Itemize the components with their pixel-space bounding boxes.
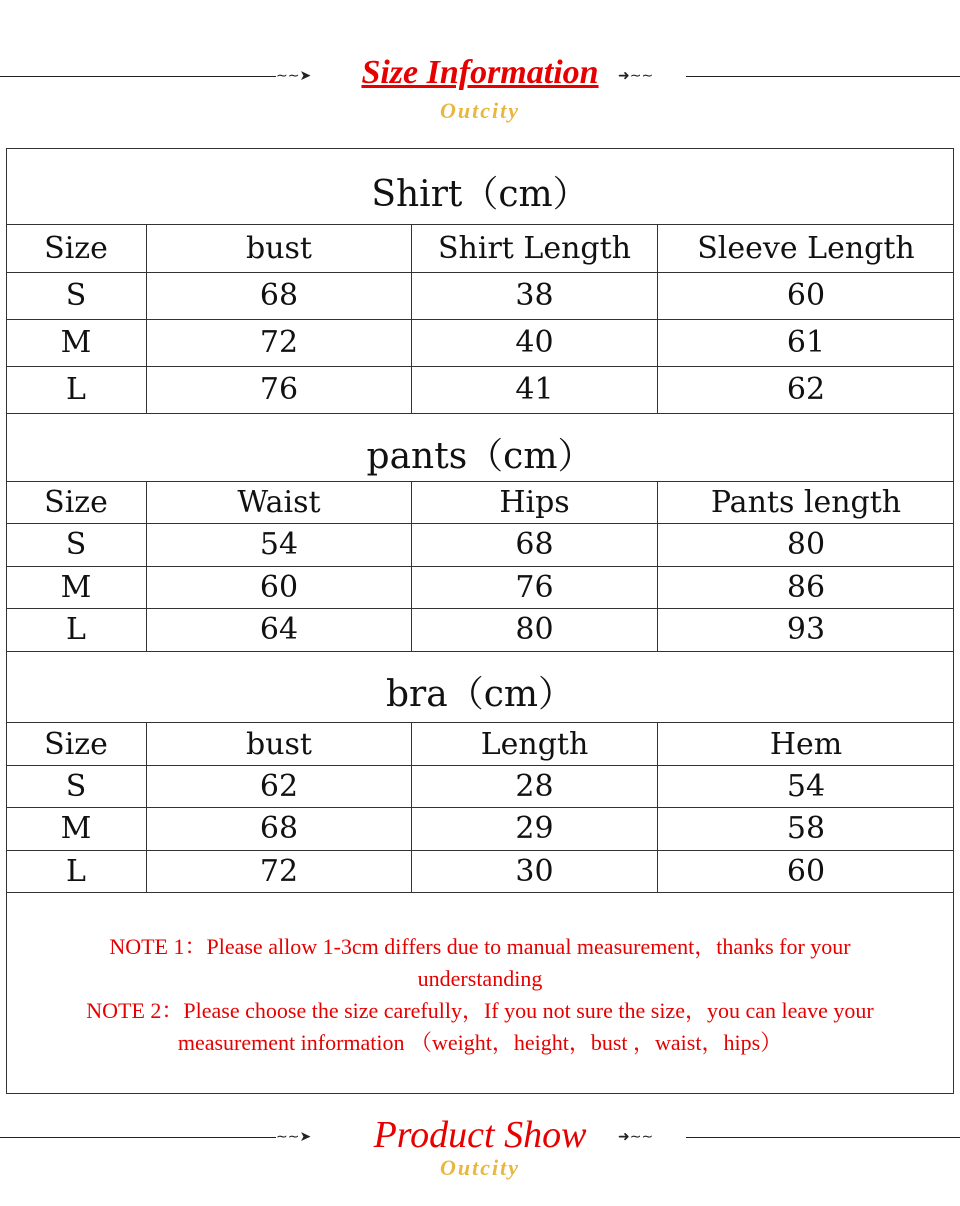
table-cell: 54 xyxy=(259,527,299,562)
divider xyxy=(6,566,954,567)
divider xyxy=(6,765,954,766)
table-cell: S xyxy=(65,278,87,313)
table-cell: 60 xyxy=(786,854,826,889)
divider xyxy=(6,651,954,652)
divider xyxy=(6,224,954,225)
table-cell: L xyxy=(66,612,86,647)
header-pants-length: Pants length xyxy=(710,485,902,520)
table-cell: 76 xyxy=(515,570,554,605)
table-cell: 93 xyxy=(786,612,826,647)
divider xyxy=(6,413,954,414)
table-cell: 60 xyxy=(259,570,299,605)
table-cell: 40 xyxy=(515,325,554,360)
table-cell: 54 xyxy=(786,769,826,804)
table-cell: 62 xyxy=(786,372,826,407)
header-waist: Waist xyxy=(237,485,321,520)
bra-table-title: bra（cm） xyxy=(385,674,575,715)
table-cell: M xyxy=(60,570,92,605)
divider xyxy=(6,272,954,273)
left-swirl-arrow-icon: ∼∼➤ xyxy=(276,1129,312,1145)
note-2: NOTE 2：Please choose the size carefully，If you not sure the size，you can leave your measurement information （weight，height，bust ，waist，hips） xyxy=(86,998,874,1055)
brand-logo-top: Outcity xyxy=(440,98,520,123)
table-cell: 30 xyxy=(515,854,554,889)
table-cell: M xyxy=(60,325,92,360)
header-size: Size xyxy=(44,485,108,520)
header-size: Size xyxy=(44,231,108,266)
note-1: NOTE 1：Please allow 1-3cm differs due to manual measurement，thanks for your understanding xyxy=(109,934,851,991)
table-cell: 62 xyxy=(259,769,299,804)
left-swirl-arrow-icon: ∼∼➤ xyxy=(276,68,312,84)
size-information-title: Size Information xyxy=(361,54,599,91)
divider xyxy=(6,892,954,893)
divider xyxy=(6,608,954,609)
table-cell: 29 xyxy=(515,811,554,846)
shirt-table-title: Shirt（cm） xyxy=(371,174,589,215)
table-cell: 58 xyxy=(786,811,826,846)
header-sleeve-length: Sleeve Length xyxy=(697,231,915,266)
divider xyxy=(6,807,954,808)
divider xyxy=(6,366,954,367)
header-length: Length xyxy=(480,727,589,762)
table-cell: M xyxy=(60,811,92,846)
pants-table-title: pants（cm） xyxy=(366,436,594,477)
brand-logo-bottom: Outcity xyxy=(440,1155,520,1180)
divider xyxy=(6,319,954,320)
table-cell: 80 xyxy=(786,527,826,562)
header-bust: bust xyxy=(246,231,312,266)
header-bust: bust xyxy=(246,727,312,762)
header-hips: Hips xyxy=(499,485,570,520)
divider xyxy=(6,523,954,524)
table-cell: 72 xyxy=(259,854,299,889)
table-cell: 61 xyxy=(786,325,826,360)
table-cell: 38 xyxy=(515,278,554,313)
table-cell: S xyxy=(65,769,87,804)
table-cell: 68 xyxy=(515,527,554,562)
table-cell: L xyxy=(66,372,86,407)
divider xyxy=(6,722,954,723)
table-cell: 76 xyxy=(259,372,299,407)
header-shirt-length: Shirt Length xyxy=(438,231,631,266)
table-cell: 28 xyxy=(515,769,554,804)
product-show-title: Product Show xyxy=(373,1114,587,1156)
table-cell: L xyxy=(66,854,86,889)
table-cell: 60 xyxy=(786,278,826,313)
product-show-banner xyxy=(0,1114,960,1197)
divider xyxy=(6,850,954,851)
divider xyxy=(6,481,954,482)
right-swirl-arrow-icon: ➜∼∼ xyxy=(618,1129,654,1145)
table-cell: 41 xyxy=(515,372,554,407)
table-cell: 80 xyxy=(515,612,554,647)
table-cell: S xyxy=(65,527,87,562)
header-size: Size xyxy=(44,727,108,762)
table-cell: 86 xyxy=(786,570,826,605)
table-cell: 68 xyxy=(259,811,299,846)
table-cell: 64 xyxy=(259,612,299,647)
notes-block xyxy=(20,931,940,1059)
table-cell: 68 xyxy=(259,278,299,313)
header-hem: Hem xyxy=(769,727,843,762)
right-swirl-arrow-icon: ➜∼∼ xyxy=(618,68,654,84)
size-information-banner xyxy=(0,54,960,136)
table-cell: 72 xyxy=(259,325,299,360)
